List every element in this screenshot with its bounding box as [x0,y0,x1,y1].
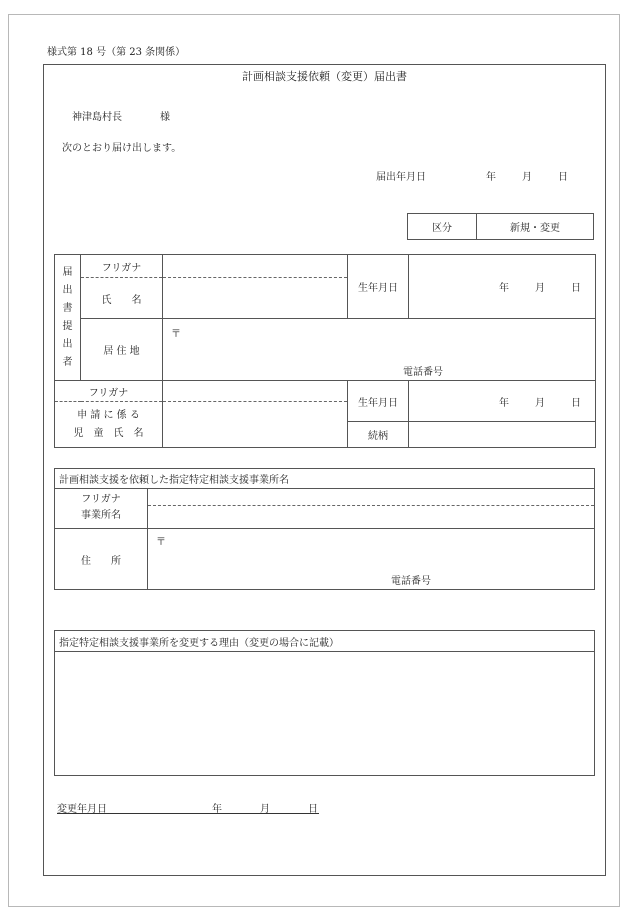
applicant-address-field[interactable] [163,319,596,381]
applicant-postal-mark: 〒 [171,329,181,340]
office-furigana-field[interactable] [148,489,595,506]
child-relation-field[interactable] [409,422,596,448]
office-phone-label: 電話番号 [391,576,431,587]
category-value[interactable]: 新規・変更 [477,214,594,240]
office-postal-mark: 〒 [156,537,166,548]
reason-field[interactable] [55,652,595,776]
submission-year-label: 年 [486,172,496,183]
form-title: 計画相談支援依頼（変更）届出書 [242,70,407,83]
change-date-label: 変更年月日 [57,804,107,815]
applicant-table [54,254,596,448]
office-address-label: 住 所 [55,529,148,590]
office-name-field[interactable] [148,506,595,529]
category-table [407,213,594,240]
submission-month-label: 月 [522,172,532,183]
office-table [54,468,595,590]
child-birth-label: 生年月日 [348,381,409,422]
form-number-label: 様式第 18 号（第 23 条関係） [47,47,186,58]
reason-table [54,630,595,776]
notice-text: 次のとおり届け出します。 [62,143,182,154]
applicant-address-label: 居 住 地 [81,319,163,381]
change-year-label: 年 [212,804,222,815]
category-label: 区分 [408,214,477,240]
change-date[interactable] [57,800,319,814]
submission-date [376,168,568,183]
reason-header: 指定特定相談支援事業所を変更する理由（変更の場合に記載） [55,631,595,652]
applicant-furigana-label: フリガナ [81,255,163,278]
applicant-name-field[interactable] [163,278,348,319]
child-name-field[interactable] [163,402,348,448]
submission-date-label: 届出年月日 [376,172,426,183]
change-month-label: 月 [260,804,270,815]
applicant-vertical-label: 届 出 書 提 出 者 [55,255,81,381]
office-name-label: 事業所名 [55,506,148,529]
child-relation-label: 続柄 [348,422,409,448]
office-header: 計画相談支援を依頼した指定特定相談支援事業所名 [55,469,595,489]
addressee-suffix: 様 [160,112,170,123]
child-furigana-field[interactable] [163,381,348,402]
office-furigana-label: フリガナ [55,489,148,506]
applicant-furigana-field[interactable] [163,255,348,278]
child-furigana-label: フリガナ [55,381,163,402]
office-address-field[interactable] [148,529,595,590]
addressee-name: 神津島村長 [72,112,122,123]
applicant-birth-field[interactable]: 年 月 日 [409,255,596,319]
applicant-phone-label: 電話番号 [403,367,443,378]
child-name-label: 申 請 に 係 る 児 童 氏 名 [55,402,163,448]
applicant-birth-label: 生年月日 [348,255,409,319]
submission-day-label: 日 [558,172,568,183]
applicant-name-label: 氏 名 [81,278,163,319]
addressee [72,108,170,123]
child-birth-field[interactable]: 年 月 日 [409,381,596,422]
change-day-label: 日 [308,804,318,815]
